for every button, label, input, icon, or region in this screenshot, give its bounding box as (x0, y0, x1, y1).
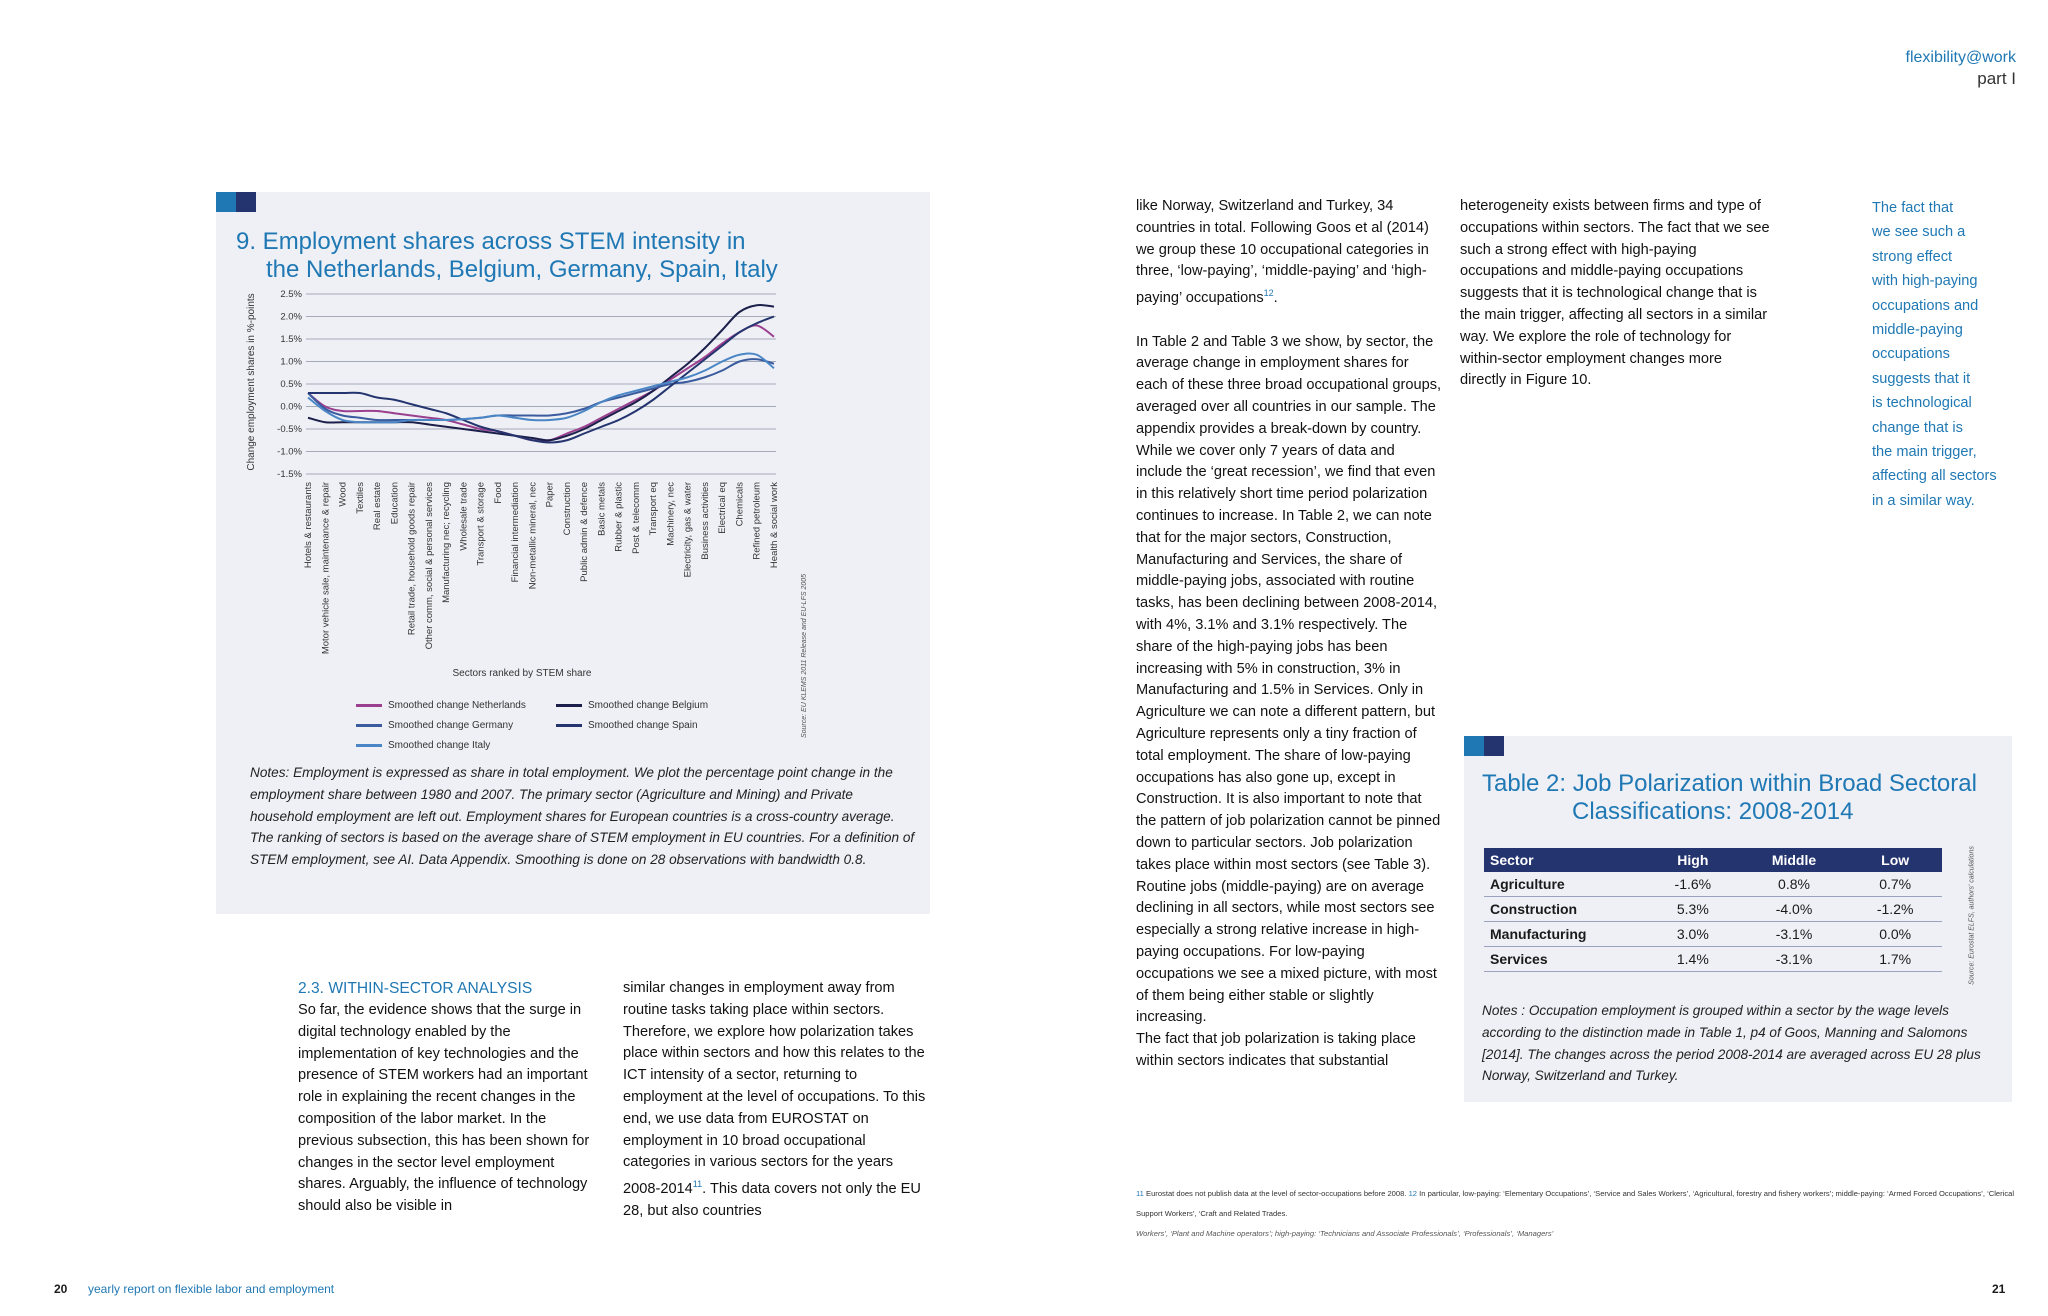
chart-x-tick-label: Education (389, 482, 401, 525)
sidebar-line: affecting all sectors (1872, 468, 1997, 485)
chart-legend (356, 696, 776, 754)
report-title: yearly report on flexible labor and employment (88, 1282, 335, 1296)
right-col2-text: heterogeneity exists between firms and type of occupations within sectors. The fact that we see such a strong effect with high-paying occupations and middle-paying occupations suggests that it is technological change that is the main trigger, affecting all sectors in a similar way. We explore the role of technology for within-sector employment changes more directly in Figure 10. (1460, 198, 1770, 389)
table-header-high: High (1646, 848, 1740, 872)
chart-y-tick-label: -1.0% (277, 446, 302, 458)
header-brand: flexibility@work (1905, 49, 2016, 66)
chart-x-tick-label: Motor vehicle sale, maintenance & repair (320, 482, 332, 655)
table-cell-low: 0.7% (1848, 872, 1942, 897)
sidebar-line: strong effect (1872, 248, 1953, 265)
figure-title (236, 228, 916, 284)
right-col1-p1-start: like Norway, Switzerland and Turkey, 34 countries in total. Following Goos et al (2014) we group these 10 occupational categories in three, ‘low-paying’, ‘middle-paying’ and ‘high-paying’ occupations (1136, 198, 1429, 307)
chart-y-tick-label: 1.0% (280, 356, 302, 368)
page-number-left: 20 (54, 1282, 68, 1296)
table-cell-sector: Construction (1484, 897, 1646, 922)
table-decor-square-dark (1484, 736, 1504, 756)
footnote-12-number: 12 (1408, 1189, 1418, 1198)
chart-x-tick-label: Chemicals (734, 482, 746, 527)
table-cell-low: 0.0% (1848, 922, 1942, 947)
footnote-11-12 (1136, 1184, 2016, 1224)
section-col2-start: similar changes in employment away from routine tasks taking place within sectors. Therefore, we explore how polarization takes place within sectors and how this relates to the ICT intensity of a sector, returning to employment at the level of occupations. To this end, we use data from EUROSTAT on employment in 10 broad occupational categories in various sectors for the years 2008-2014 (623, 980, 926, 1198)
chart-x-tick-label: Health & social work (769, 482, 780, 569)
chart-x-tick-label: Machinery, nec (665, 482, 677, 546)
chart-x-tick-label: Rubber & plastic (613, 482, 625, 552)
table-cell-middle: -4.0% (1740, 897, 1849, 922)
chart-x-tick-label: Non-metallic mineral, nec (527, 482, 539, 590)
chart-x-tick-label: Wholesale trade (458, 482, 470, 551)
chart-x-tick-label: Electricity, gas & water (682, 482, 694, 578)
table-cell-high: -1.6% (1646, 872, 1740, 897)
section-col2-text (623, 978, 931, 1223)
figure-title-line2: the Netherlands, Belgium, Germany, Spain, Italy (266, 256, 778, 283)
legend-item (356, 696, 556, 714)
decor-square-dark (236, 192, 256, 212)
right-col1-p1-end: . (1273, 290, 1278, 307)
figure-notes: Notes: Employment is expressed as share in total employment. We plot the percentage point change in the employment share between 1980 and 2007. The primary sector (Agriculture and Mining) and Private household employment are left out. Employment shares for European countries is a cross-country average. The ranking of sectors is based on the average share of STEM employment in EU countries. For a definition of STEM employment, see AI. Data Appendix. Smoothing is done on 28 observations with bandwidth 0.8. (250, 765, 915, 868)
chart-y-ticks (277, 289, 302, 480)
sidebar-line: suggests that it (1872, 370, 1971, 387)
legend-label: Smoothed change Belgium (588, 699, 709, 711)
legend-label: Smoothed change Italy (388, 739, 491, 751)
sidebar-line: the main trigger, (1872, 444, 1977, 461)
chart-x-tick-label: Other comm, social & personal services (423, 482, 435, 650)
table-title-line1: Table 2: Job Polarization within Broad Sectoral (1482, 770, 1977, 797)
table-cell-high: 5.3% (1646, 897, 1740, 922)
right-col1-p2: In Table 2 and Table 3 we show, by sector, the average change in employment shares for each of these three broad occupational groups, averaged over all countries in our sample. The appendix provides a break-down by country. (1136, 333, 1442, 437)
chart-x-tick-label: Food (492, 482, 504, 504)
sidebar-quote (1872, 196, 2022, 513)
table-cell-high: 3.0% (1646, 922, 1740, 947)
chart-x-tick-label: Transport eq (648, 482, 660, 536)
chart-y-tick-label: 1.5% (280, 334, 302, 345)
sidebar-line: change that is (1872, 419, 1963, 436)
chart-x-tick-label: Manufacturing nec; recycling (441, 482, 453, 603)
sidebar-line: in a similar way. (1872, 492, 1975, 509)
chart-x-tick-label: Business activities (699, 482, 711, 560)
right-col1-p4: The fact that job polarization is taking place within sectors indicates that substantial (1136, 1031, 1416, 1069)
chart-y-tick-label: 2.5% (280, 289, 302, 300)
legend-item (556, 696, 756, 714)
legend-item (556, 716, 756, 734)
chart-series-group (308, 305, 774, 442)
chart-x-tick-label: Public admin & defence (579, 482, 591, 582)
section-heading: 2.3. WITHIN-SECTOR ANALYSIS (298, 980, 533, 997)
table-notes: Notes : Occupation employment is grouped within a sector by the wage levels according to the distinction made in Table 1, p4 of Goos, Manning and Salomons [2014]. The changes across the period 2008-2014 are averaged across EU 28 plus Norway, Switzerland and Turkey. (1482, 1003, 1981, 1084)
chart-series-line-3 (308, 317, 774, 443)
legend-label: Smoothed change Netherlands (388, 699, 526, 711)
polarization-table (1484, 848, 1942, 972)
table-header-middle: Middle (1740, 848, 1849, 872)
legend-swatch (356, 724, 382, 727)
chart-x-tick-label: Basic metals (596, 482, 608, 536)
legend-label: Smoothed change Germany (388, 719, 514, 731)
table-row (1484, 922, 1942, 947)
sidebar-line: with high-paying (1872, 273, 1978, 290)
footnote-ref-11[interactable]: 11 (692, 1179, 703, 1190)
table-cell-low: 1.7% (1848, 947, 1942, 972)
chart-x-tick-label: Financial intermediation (510, 482, 522, 583)
decor-square-light (216, 192, 236, 212)
legend-item (356, 736, 556, 754)
table-source-wrap (1962, 846, 1978, 996)
chart-x-tick-label: Paper (544, 482, 556, 508)
footnotes (1136, 1184, 2016, 1244)
sidebar-line: is technological (1872, 395, 1972, 412)
legend-swatch (556, 704, 582, 707)
right-col1-text (1136, 196, 1442, 1073)
legend-label: Smoothed change Spain (588, 719, 698, 731)
sidebar-line: middle-paying (1872, 322, 1963, 339)
page-number-right: 21 (1992, 1282, 2006, 1296)
chart-series-line-4 (308, 353, 774, 422)
section-col1-text: So far, the evidence shows that the surge in digital technology enabled by the implementation of key technologies and the presence of STEM workers had an important role in explaining the recent changes in the composition of the labor market. In the previous subsection, this has been shown for changes in the sector level employment shares. Arguably, the influence of technology should also be visible in (298, 1002, 590, 1215)
sidebar-line: The fact that (1872, 200, 1954, 216)
table-title (1482, 770, 2002, 826)
chart-x-tick-label: Electrical eq (717, 482, 729, 534)
table-row (1484, 897, 1942, 922)
table-cell-sector: Manufacturing (1484, 922, 1646, 947)
table-header-low: Low (1848, 848, 1942, 872)
table-cell-low: -1.2% (1848, 897, 1942, 922)
table-cell-high: 1.4% (1646, 947, 1740, 972)
chart-x-tick-label: Real estate (372, 482, 384, 531)
chart-y-tick-label: 0.0% (280, 401, 302, 413)
table-row (1484, 947, 1942, 972)
table-cell-sector: Agriculture (1484, 872, 1646, 897)
right-col1-p3: While we cover only 7 years of data and include the ‘great recession’, we find that even in this relatively short time period polarization continues to increase. In Table 2, we can note that for the major sectors, Construction, Manufacturing and Services, the share of middle-paying jobs, associated with routine tasks, has been declining between 2008-2014, with 4%, 3.1% and 3.1% respectively. The share of the high-paying jobs has been increasing with 5% in construction, 3% in Manufacturing and 1.5% in Services. Only in Agriculture we can note a different pattern, but Agriculture represents only a tiny fraction of total employment. The share of low-paying occupations has also gone up, except in Construction. It is also important to note that the pattern of job polarization cannot be pinned down to particular sectors. Job polarization takes place within most sectors (see Table 3). Routine jobs (middle-paying) are on average declining in all sectors, while most sectors see especially a strong relative increase in high-paying occupations. For low-paying occupations we see a mixed picture, with most of them being either stable or slightly increasing. (1136, 442, 1441, 1026)
section-col2-end: . This data covers not only the EU 28, but also countries (623, 1181, 921, 1219)
table-cell-middle: 0.8% (1740, 872, 1849, 897)
chart-y-tick-label: 2.0% (280, 311, 302, 323)
chart-x-tick-label: Refined petroleum (751, 482, 763, 560)
chart-x-tick-label: Post & telecomm (630, 482, 642, 554)
chart-source: Source: EU KLEMS 2011 Release and EU-LFS 2005 (801, 573, 808, 739)
sidebar-line: occupations and (1872, 297, 1979, 314)
chart-series-line-0 (308, 325, 774, 441)
footnote-11-text: Eurostat does not publish data at the level of sector-occupations before 2008. (1143, 1189, 1409, 1198)
chart-y-tick-label: -1.5% (277, 469, 302, 480)
chart-x-tick-label: Hotels & restaurants (303, 482, 314, 569)
chart-y-tick-label: 0.5% (280, 379, 302, 390)
sidebar-line: we see such a (1872, 224, 1966, 241)
chart-x-tick-label: Textiles (354, 482, 366, 514)
table-title-line2: Classifications: 2008-2014 (1572, 798, 1854, 825)
table-source: Source: Eurostat ELFS, authors' calculations (1968, 846, 1976, 985)
header-part: part I (1977, 69, 2016, 88)
chart-x-tick-label: Transport & storage (475, 482, 487, 566)
table-decor-square-light (1464, 736, 1484, 756)
chart-x-tick-label: Construction (561, 482, 573, 536)
chart-x-ticks (303, 482, 780, 654)
chart-y-tick-label: -0.5% (277, 424, 302, 435)
chart-x-axis-label: Sectors ranked by STEM share (452, 668, 592, 679)
sidebar-line: occupations (1872, 346, 1950, 363)
legend-swatch (356, 704, 382, 707)
table-cell-middle: -3.1% (1740, 922, 1849, 947)
footnote-ref-12[interactable]: 12 (1263, 288, 1274, 299)
legend-item (356, 716, 556, 734)
figure-title-line1: 9. Employment shares across STEM intensity in (236, 228, 746, 255)
table-cell-sector: Services (1484, 947, 1646, 972)
footnote-line3: Workers’, ‘Plant and Machine operators’; high-paying: ‘Technicians and Associate Professionals’, ‘Professionals’, ‘Managers’ (1136, 1229, 1554, 1238)
table-header-sector: Sector (1484, 848, 1646, 872)
chart-x-tick-label: Retail trade, household goods repair (406, 482, 418, 636)
table-cell-middle: -3.1% (1740, 947, 1849, 972)
right-col1-p1 (1136, 196, 1442, 310)
legend-swatch (556, 724, 582, 727)
legend-swatch (356, 744, 382, 747)
footnote-11-number: 11 (1136, 1189, 1144, 1198)
table-header-row (1484, 848, 1942, 872)
chart-grid (306, 294, 776, 474)
line-chart (236, 280, 916, 760)
chart-y-axis-label: Change employment shares in %-points (246, 293, 257, 471)
chart-x-tick-label: Wood (337, 482, 349, 507)
footnote-12-text: In particular, low-paying: ‘Elementary Occupations’, ‘Service and Sales Workers’, ‘Agricultural, forestry and fishery workers’; middle-paying: ‘Armed Forced Occupations’, ‘Clerical Support Workers’, ‘Craft and Related Trades. (1136, 1189, 2015, 1218)
table-row (1484, 872, 1942, 897)
